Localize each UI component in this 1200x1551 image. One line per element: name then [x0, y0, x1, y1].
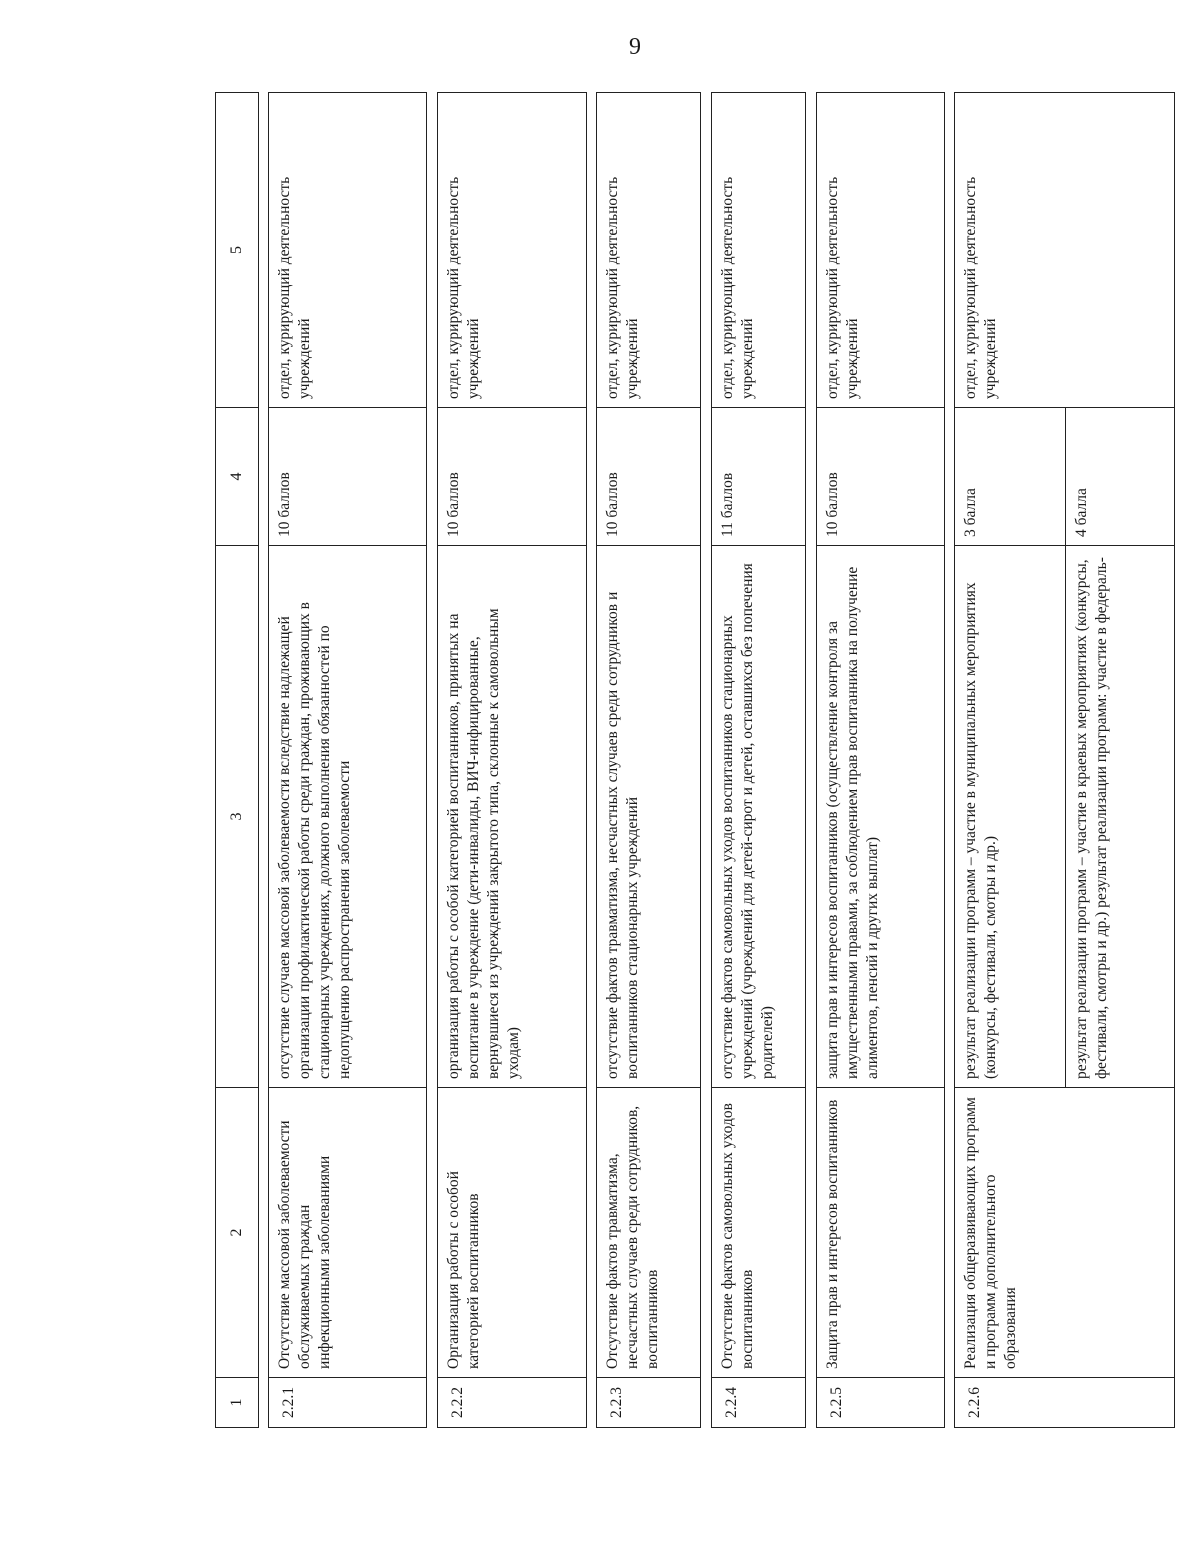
responsible-cell: отдел, курирующий деятельность учреждений: [955, 93, 1175, 408]
responsible-cell: отдел, курирующий деятельность учреждений: [711, 93, 805, 408]
row-spacer: [701, 93, 712, 1428]
table-row: [711, 93, 805, 1428]
indicator-cell: Отсутствие массовой заболеваемости обслуживаемых граждан инфекционными заболеваниями: [269, 1088, 427, 1378]
header-col-2: 2: [216, 1088, 259, 1378]
criteria-table: [215, 92, 1175, 1428]
indicator-cell: Организация работы с особой категорией воспитанников: [438, 1088, 587, 1378]
row-spacer: [806, 93, 817, 1428]
row-number: 2.2.2: [438, 1378, 587, 1428]
table-row: [438, 93, 587, 1428]
header-col-3: 3: [216, 546, 259, 1088]
row-number: 2.2.6: [955, 1378, 1175, 1428]
responsible-cell: отдел, курирующий деятельность учреждений: [597, 93, 701, 408]
header-col-1: 1: [216, 1378, 259, 1428]
row-spacer: [944, 93, 955, 1428]
row-spacer: [258, 93, 269, 1428]
points-cell: 10 баллов: [597, 408, 701, 546]
points-cell: 10 баллов: [817, 408, 945, 546]
row-number: 2.2.5: [817, 1378, 945, 1428]
header-col-5: 5: [216, 93, 259, 408]
indicator-cell: Защита прав и интересов воспитанников: [817, 1088, 945, 1378]
indicator-cell: Отсутствие фактов травматизма, несчастных случаев среди сотрудников, воспитанников: [597, 1088, 701, 1378]
table-row: [955, 93, 1066, 1428]
indicator-cell: Отсутствие фактов самовольных уходов воспитанников: [711, 1088, 805, 1378]
table-row: [817, 93, 945, 1428]
criterion-cell-2: результат реализации программ – участие в краевых мероприятиях (конкурсы, фестивали, смотры и др.) результат реализации программ: участие в федераль-: [1066, 546, 1175, 1088]
criterion-cell: организация работы с особой категорией воспитанников, принятых на воспитание в учреждение (дети-инвалиды, ВИЧ-инфицированные, вернувшиеся из учреждений закрытого типа, склонные к самовольным уходам): [438, 546, 587, 1088]
row-spacer: [427, 93, 438, 1428]
criterion-cell: защита прав и интересов воспитанников (осуществление контроля за имущественными правами, за соблюдением прав воспитанника на получение алиментов, пенсий и других выплат): [817, 546, 945, 1088]
indicator-cell: Реализация общеразвивающих программ и программ дополнительного образования: [955, 1088, 1175, 1378]
row-spacer: [586, 93, 597, 1428]
responsible-cell: отдел, курирующий деятельность учреждений: [269, 93, 427, 408]
points-cell: 10 баллов: [438, 408, 587, 546]
points-cell-2: 4 балла: [1066, 408, 1175, 546]
rotated-table-area: [215, 93, 1175, 1428]
criterion-cell: отсутствие фактов травматизма, несчастных случаев среди сотрудников и воспитанников стационарных учреждений: [597, 546, 701, 1088]
criterion-cell: отсутствие фактов самовольных уходов воспитанников стационарных учреждений (учреждений для детей-сирот и детей, оставшихся без попечения родителей): [711, 546, 805, 1088]
row-number: 2.2.3: [597, 1378, 701, 1428]
header-col-4: 4: [216, 408, 259, 546]
responsible-cell: отдел, курирующий деятельность учреждений: [438, 93, 587, 408]
row-number: 2.2.1: [269, 1378, 427, 1428]
table-header-row: [216, 93, 259, 1428]
points-cell: 3 балла: [955, 408, 1066, 546]
table-row: [269, 93, 427, 1428]
page-number: 9: [629, 34, 641, 60]
responsible-cell: отдел, курирующий деятельность учреждений: [817, 93, 945, 408]
row-number: 2.2.4: [711, 1378, 805, 1428]
table-row: [597, 93, 701, 1428]
criterion-cell: отсутствие случаев массовой заболеваемости вследствие надлежащей организации профилактической работы среди граждан, проживающих в стационарных учреждениях, должного выполнения обязанностей по недопущению распространения заболеваемости: [269, 546, 427, 1088]
points-cell: 11 баллов: [711, 408, 805, 546]
criterion-cell: результат реализации программ – участие в муниципальных мероприятиях (конкурсы, фестивали, смотры и др.): [955, 546, 1066, 1088]
points-cell: 10 баллов: [269, 408, 427, 546]
